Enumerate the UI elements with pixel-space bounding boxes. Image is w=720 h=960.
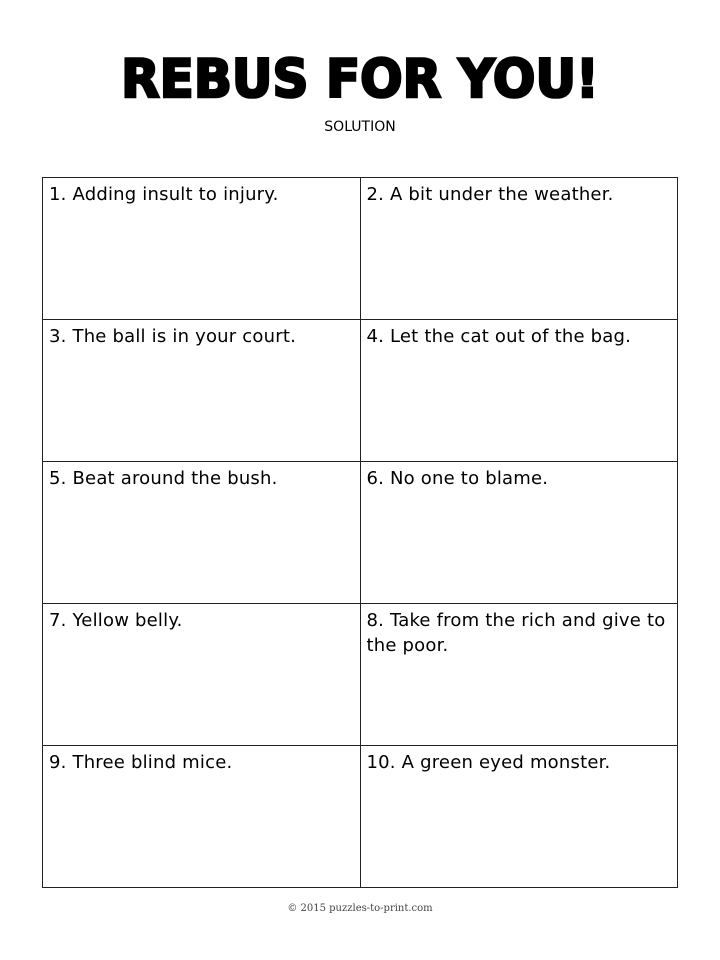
grid-row: [43, 462, 678, 604]
page-subtitle: SOLUTION: [324, 119, 396, 135]
copyright-footer: © 2015 puzzles-to-print.com: [287, 903, 433, 914]
grid-row: [43, 746, 678, 888]
grid-row: [43, 178, 678, 320]
rebus-cell-2: 2. A bit under the weather.: [360, 178, 678, 320]
rebus-cell-7: 7. Yellow belly.: [43, 604, 361, 746]
rebus-cell-9: 9. Three blind mice.: [43, 746, 361, 888]
rebus-cell-1: 1. Adding insult to injury.: [43, 178, 361, 320]
rebus-cell-3: 3. The ball is in your court.: [43, 320, 361, 462]
grid-row: [43, 604, 678, 746]
rebus-cell-4: 4. Let the cat out of the bag.: [360, 320, 678, 462]
rebus-cell-6: 6. No one to blame.: [360, 462, 678, 604]
page-title: REBUS FOR YOU!: [121, 48, 599, 110]
rebus-cell-5: 5. Beat around the bush.: [43, 462, 361, 604]
rebus-cell-10: 10. A green eyed monster.: [360, 746, 678, 888]
rebus-grid: [42, 177, 678, 888]
rebus-cell-8: 8. Take from the rich and give to the poor.: [360, 604, 678, 746]
grid-row: [43, 320, 678, 462]
